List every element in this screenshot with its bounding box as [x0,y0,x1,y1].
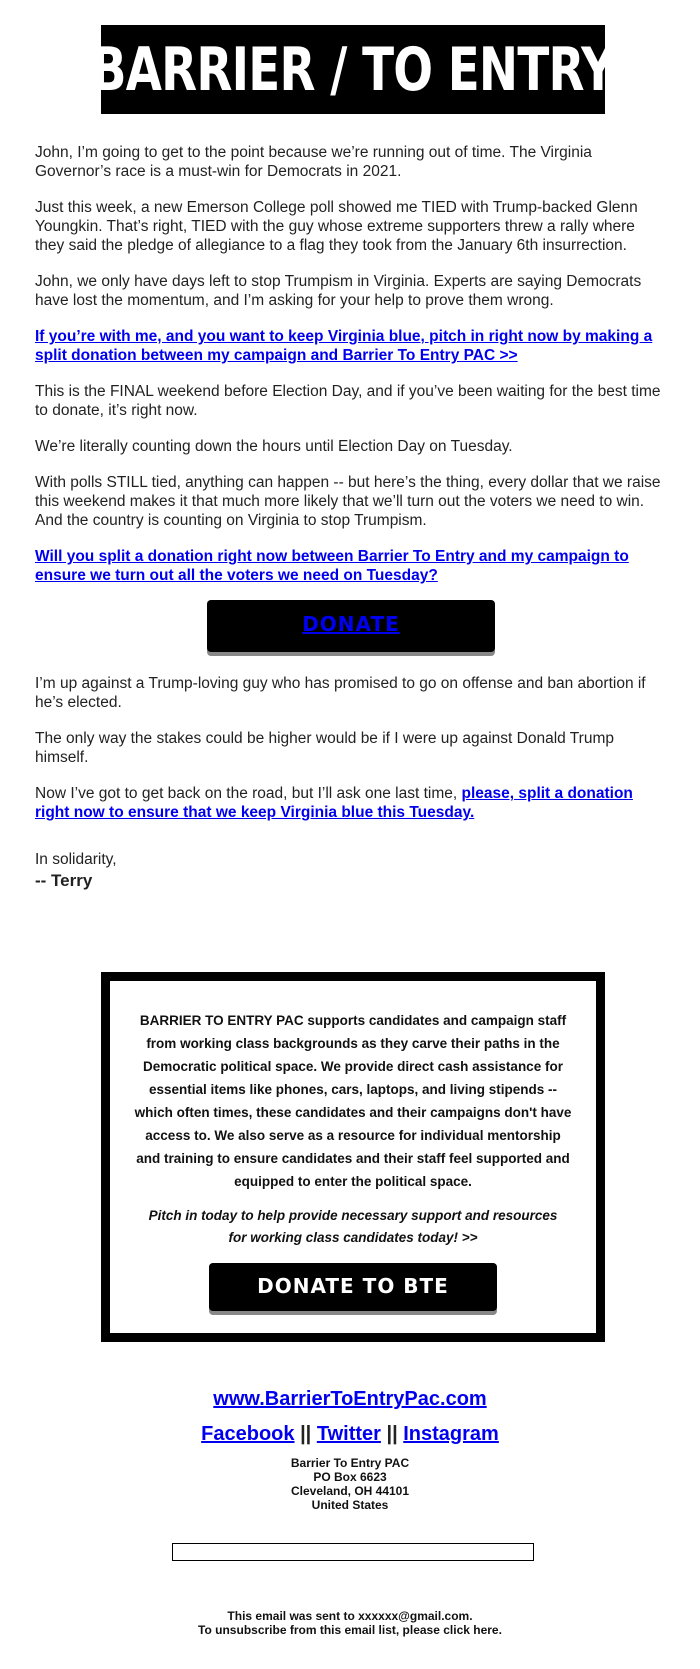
empty-bordered-box [172,1543,534,1561]
link-paragraph-1 [35,327,667,365]
paragraph-9-text: Now I’ve got to get back on the road, but I’ll ask one last time, [35,785,462,802]
paragraph-4: This is the FINAL weekend before Election Day, and if you’ve been waiting for the best time to donate, it’s right now. [35,383,661,419]
paragraph-8: The only way the stakes could be higher would be if I were up against Donald Trump himself. [35,730,614,766]
paragraph-3: John, we only have days left to stop Trumpism in Virginia. Experts are saying Democrats have lost the momentum, and I’m asking for your help to prove them wrong. [35,273,642,309]
pac-pitch: Pitch in today to help provide necessary support and resources for working class candidates today! >> [148,1208,558,1245]
barrier-to-entry-logo [91,25,615,114]
paragraph-6: With polls STILL tied, anything can happen -- but here’s the thing, every dollar that we raise this weekend makes it that much more likely that we’ll turn out the voters we need to win. And the country is counting on Virginia to stop Trumpism. [35,474,661,529]
footer [0,1388,700,1512]
donate-button[interactable]: DONATE [207,600,495,652]
donate-button-container [35,600,667,652]
paragraph-1: John, I’m going to get to the point because we’re running out of time. The Virginia Governor’s race is a must-win for Democrats in 2021. [35,144,592,180]
paragraph-5: We’re literally counting down the hours until Election Day on Tuesday. [35,438,513,455]
pac-info-box [101,972,605,1342]
separator: || [386,1423,398,1445]
split-donation-question-link[interactable]: Will you split a donation right now between Barrier To Entry and my campaign to ensure we turn out all the voters we need on Tuesday? [35,548,629,584]
letter-body [35,143,667,890]
website-link[interactable]: www.BarrierToEntryPac.com [213,1388,487,1410]
pac-description: BARRIER TO ENTRY PAC supports candidates and campaign staff from working class backgrounds as they carve their paths in the Democratic political space. We provide direct cash assistance for essential items like phones, cars, laptops, and living stipends -- which often times, these candidates and their campaigns don't have access to. We also serve as a resource for individual mentorship and training to ensure candidates and their staff feel supported and equipped to enter the political space. [134,1013,572,1189]
facebook-link[interactable]: Facebook [201,1423,295,1445]
address-line: Barrier To Entry PAC [290,1456,410,1470]
donate-to-bte-button[interactable]: DONATE TO BTE [209,1263,497,1311]
address-line: United States [311,1498,389,1512]
social-links [0,1423,700,1446]
logo-text: BARRIER / TO ENTRY [91,34,615,105]
last-ask-link[interactable]: please, split a donation right now to ensure that we keep Virginia blue this Tuesday. [35,785,633,821]
instagram-link[interactable]: Instagram [403,1423,499,1445]
twitter-link[interactable]: Twitter [316,1423,381,1445]
address-line: Cleveland, OH 44101 [290,1484,410,1498]
closing: In solidarity, [35,851,117,868]
paragraph-2: Just this week, a new Emerson College poll showed me TIED with Trump-backed Glenn Youngkin. That’s right, TIED with the guy whose extreme supporters threw a rally where they said the pledge of allegiance to a flag they took from the January 6th insurrection. [35,199,638,254]
separator: || [300,1423,312,1445]
unsubscribe-notice[interactable]: To unsubscribe from this email list, please click here. [198,1623,502,1637]
email-notice [0,1609,700,1637]
paragraph-9 [35,784,667,822]
mailing-address [0,1456,700,1512]
split-donation-link[interactable]: If you’re with me, and you want to keep Virginia blue, pitch in right now by making a split donation between my campaign and Barrier To Entry PAC >> [35,328,653,364]
paragraph-7: I’m up against a Trump-loving guy who has promised to go on offense and ban abortion if he’s elected. [35,675,646,711]
address-line: PO Box 6623 [313,1470,387,1484]
sent-to-notice: This email was sent to xxxxxx@gmail.com. [227,1609,473,1623]
signature: -- Terry [35,871,93,890]
link-paragraph-2 [35,547,667,585]
